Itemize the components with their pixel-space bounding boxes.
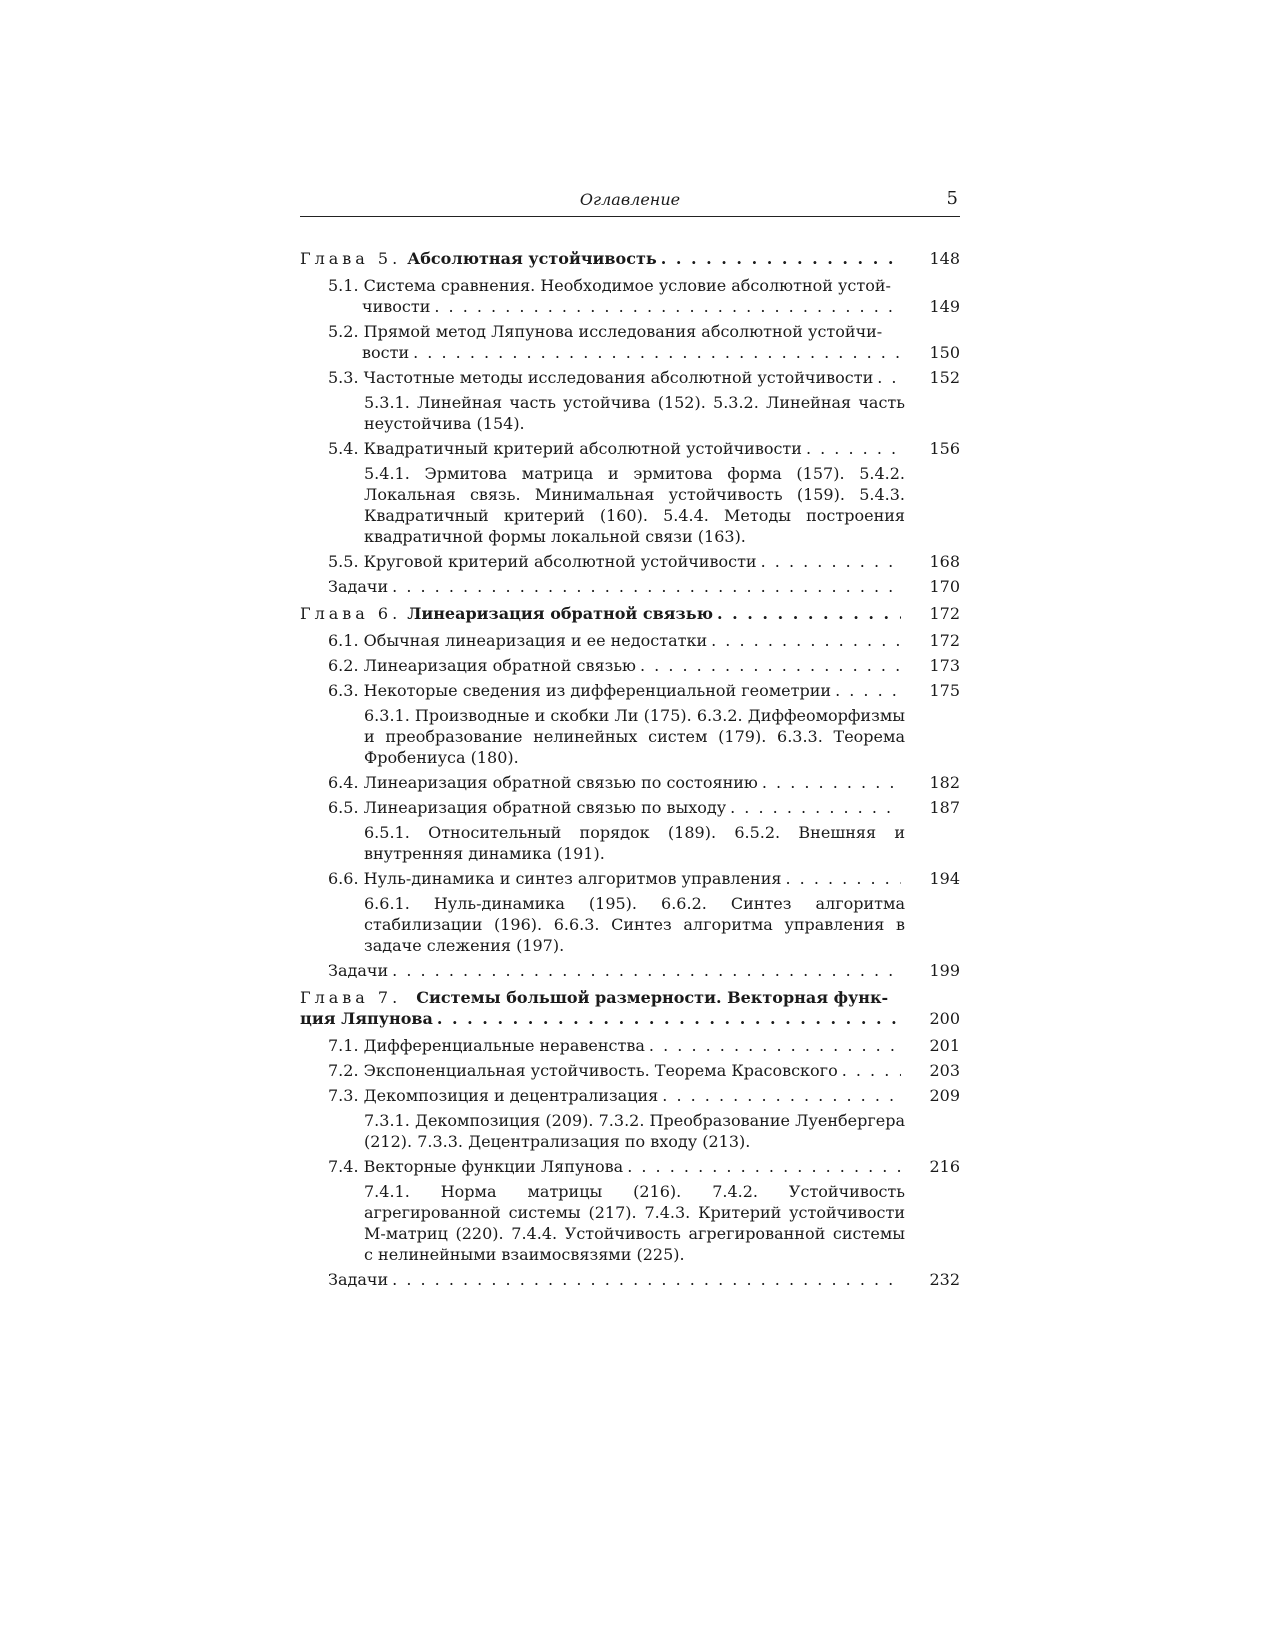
- leader-dots: [392, 960, 901, 981]
- section-title: 5.4. Квадратичный критерий абсолютной устойчивости: [328, 439, 802, 458]
- toc-line: [328, 296, 960, 317]
- leader-dots: [730, 797, 901, 818]
- toc-line: [328, 1156, 960, 1177]
- page-ref: 152: [929, 368, 960, 387]
- toc-line: [328, 551, 960, 572]
- section-title: 7.3. Декомпозиция и децентрализация: [328, 1086, 659, 1105]
- chapter-title-cont: ция Ляпунова: [300, 1009, 433, 1028]
- toc-section[interactable]: [300, 680, 960, 701]
- section-title: 6.1. Обычная линеаризация и ее недостатки: [328, 631, 708, 650]
- toc-line: [328, 1085, 960, 1106]
- toc-section[interactable]: [300, 275, 960, 317]
- chapter-label: Глава 6.: [300, 604, 402, 623]
- running-header: [300, 188, 960, 217]
- header-title: Оглавление: [579, 190, 681, 209]
- toc-subsections: 5.3.1. Линейная часть устойчива (152). 5.3.2. Линейная часть неустойчива (154).: [364, 393, 905, 433]
- section-title: Задачи: [328, 961, 389, 980]
- toc-subsections: 7.4.1. Норма матрицы (216). 7.4.2. Устойчивость агрегированной системы (217). 7.4.3. Критерий устойчивости M-матриц (220). 7.4.4. Устойчивость агрегированной системы с нелинейными взаимосвязями (225).: [364, 1182, 905, 1264]
- toc-chapter[interactable]: [300, 987, 960, 1029]
- page-ref: 200: [929, 1009, 960, 1028]
- toc-line: [328, 342, 960, 363]
- toc-subsections: 5.4.1. Эрмитова матрица и эрмитова форма (157). 5.4.2. Локальная связь. Минимальная устойчивость (159). 5.4.3. Квадратичный критерий (160). 5.4.4. Методы построения квадратичной формы локальной связи (163).: [364, 464, 905, 546]
- page-ref: 168: [929, 552, 960, 571]
- page-ref: 175: [929, 681, 960, 700]
- toc-section[interactable]: [300, 960, 960, 981]
- toc-line: [328, 1035, 960, 1056]
- toc-subsections: 6.5.1. Относительный порядок (189). 6.5.2. Внешняя и внутренняя динамика (191).: [364, 823, 905, 863]
- chapter-title: Линеаризация обратной связью: [407, 604, 713, 623]
- section-title: Задачи: [328, 1270, 389, 1289]
- toc-section[interactable]: [300, 1035, 960, 1056]
- toc-line: [328, 438, 960, 459]
- leader-dots: [640, 655, 901, 676]
- page-ref: 203: [929, 1061, 960, 1080]
- toc-line: [328, 797, 960, 818]
- leader-dots: [717, 603, 901, 624]
- toc-page: [300, 188, 960, 1289]
- toc-section[interactable]: [300, 772, 960, 793]
- leader-dots: [662, 1085, 901, 1106]
- page-ref: 209: [929, 1086, 960, 1105]
- page-ref: 150: [929, 343, 960, 362]
- section-title: 6.2. Линеаризация обратной связью: [328, 656, 636, 675]
- leader-dots: [434, 296, 901, 317]
- leader-dots: [392, 1269, 901, 1290]
- leader-dots: [761, 551, 901, 572]
- page-ref: 194: [929, 869, 960, 888]
- page-ref: 232: [929, 1270, 960, 1289]
- page-ref: 182: [929, 773, 960, 792]
- leader-dots: [762, 772, 901, 793]
- section-title-line: 5.1. Система сравнения. Необходимое условие абсолютной устой-: [328, 276, 891, 295]
- chapter-title: Абсолютная устойчивость: [407, 249, 657, 268]
- toc-line: [328, 367, 960, 388]
- page-ref: 156: [929, 439, 960, 458]
- toc-line: [328, 630, 960, 651]
- leader-dots: [711, 630, 901, 651]
- leader-dots: [627, 1156, 901, 1177]
- toc-line: [300, 1008, 960, 1029]
- chapter-label: Глава 5.: [300, 249, 402, 268]
- section-title: Задачи: [328, 577, 389, 596]
- toc-line: [328, 655, 960, 676]
- toc-subsections: 6.6.1. Нуль-динамика (195). 6.6.2. Синтез алгоритма стабилизации (196). 6.6.3. Синтез алгоритма управления в задаче слежения (197).: [364, 894, 905, 955]
- page-ref: 199: [929, 961, 960, 980]
- toc-subsections: 6.3.1. Производные и скобки Ли (175). 6.3.2. Диффеоморфизмы и преобразование нелинейных систем (179). 6.3.3. Теорема Фробениуса (180).: [364, 706, 905, 767]
- toc-section[interactable]: [300, 1156, 960, 1177]
- page-ref: 187: [929, 798, 960, 817]
- leader-dots: [877, 367, 901, 388]
- toc-section[interactable]: [300, 551, 960, 572]
- section-title: 6.5. Линеаризация обратной связью по выходу: [328, 798, 727, 817]
- toc-line: [328, 960, 960, 981]
- leader-dots: [661, 248, 901, 269]
- toc-line: [328, 680, 960, 701]
- toc-section[interactable]: [300, 1060, 960, 1081]
- leader-dots: [392, 576, 901, 597]
- page-ref: 148: [929, 249, 960, 268]
- chapter-title: Системы большой размерности. Векторная функ-: [416, 988, 889, 1007]
- toc-line: [328, 1060, 960, 1081]
- page-ref: 173: [929, 656, 960, 675]
- leader-dots: [835, 680, 901, 701]
- section-title: 7.4. Векторные функции Ляпунова: [328, 1157, 624, 1176]
- chapter-label: Глава 7.: [300, 988, 411, 1007]
- leader-dots: [785, 868, 901, 889]
- header-page-number: 5: [946, 188, 958, 209]
- table-of-contents: [300, 242, 960, 1294]
- section-title: 7.2. Экспоненциальная устойчивость. Теорема Красовского: [328, 1061, 838, 1080]
- toc-chapter[interactable]: [300, 248, 960, 269]
- page-ref: 149: [929, 297, 960, 316]
- leader-dots: [806, 438, 901, 459]
- toc-section[interactable]: [300, 1085, 960, 1106]
- toc-line: [300, 603, 960, 624]
- section-title: 7.1. Дифференциальные неравенства: [328, 1036, 645, 1055]
- toc-line: [328, 1269, 960, 1290]
- section-title: 5.3. Частотные методы исследования абсолютной устойчивости: [328, 368, 874, 387]
- section-title: 6.3. Некоторые сведения из дифференциальной геометрии: [328, 681, 832, 700]
- toc-line: [328, 772, 960, 793]
- toc-section[interactable]: [300, 1269, 960, 1290]
- toc-section[interactable]: [300, 630, 960, 651]
- toc-subsections: 7.3.1. Декомпозиция (209). 7.3.2. Преобразование Луенбергера (212). 7.3.3. Децентрализация по входу (213).: [364, 1111, 905, 1151]
- toc-section[interactable]: [300, 367, 960, 388]
- leader-dots: [413, 342, 901, 363]
- section-title-cont: чивости: [362, 297, 431, 316]
- toc-chapter[interactable]: [300, 603, 960, 624]
- toc-line: [300, 248, 960, 269]
- toc-section[interactable]: [300, 868, 960, 889]
- section-title-cont: вости: [362, 343, 410, 362]
- page-ref: 201: [929, 1036, 960, 1055]
- page-ref: 170: [929, 577, 960, 596]
- chapter-title-line: [300, 987, 905, 1008]
- leader-dots: [842, 1060, 901, 1081]
- page-ref: 172: [929, 631, 960, 650]
- toc-line: [328, 576, 960, 597]
- toc-section[interactable]: [300, 438, 960, 459]
- page-ref: 216: [929, 1157, 960, 1176]
- toc-section[interactable]: [300, 655, 960, 676]
- section-title: 6.6. Нуль-динамика и синтез алгоритмов управления: [328, 869, 782, 888]
- leader-dots: [437, 1008, 901, 1029]
- leader-dots: [649, 1035, 901, 1056]
- toc-line: [328, 868, 960, 889]
- toc-section[interactable]: [300, 576, 960, 597]
- section-title-line: 5.2. Прямой метод Ляпунова исследования абсолютной устойчи-: [328, 322, 883, 341]
- section-title: 6.4. Линеаризация обратной связью по состоянию: [328, 773, 758, 792]
- page-ref: 172: [929, 604, 960, 623]
- toc-section[interactable]: [300, 797, 960, 818]
- section-title: 5.5. Круговой критерий абсолютной устойчивости: [328, 552, 757, 571]
- toc-section[interactable]: [300, 321, 960, 363]
